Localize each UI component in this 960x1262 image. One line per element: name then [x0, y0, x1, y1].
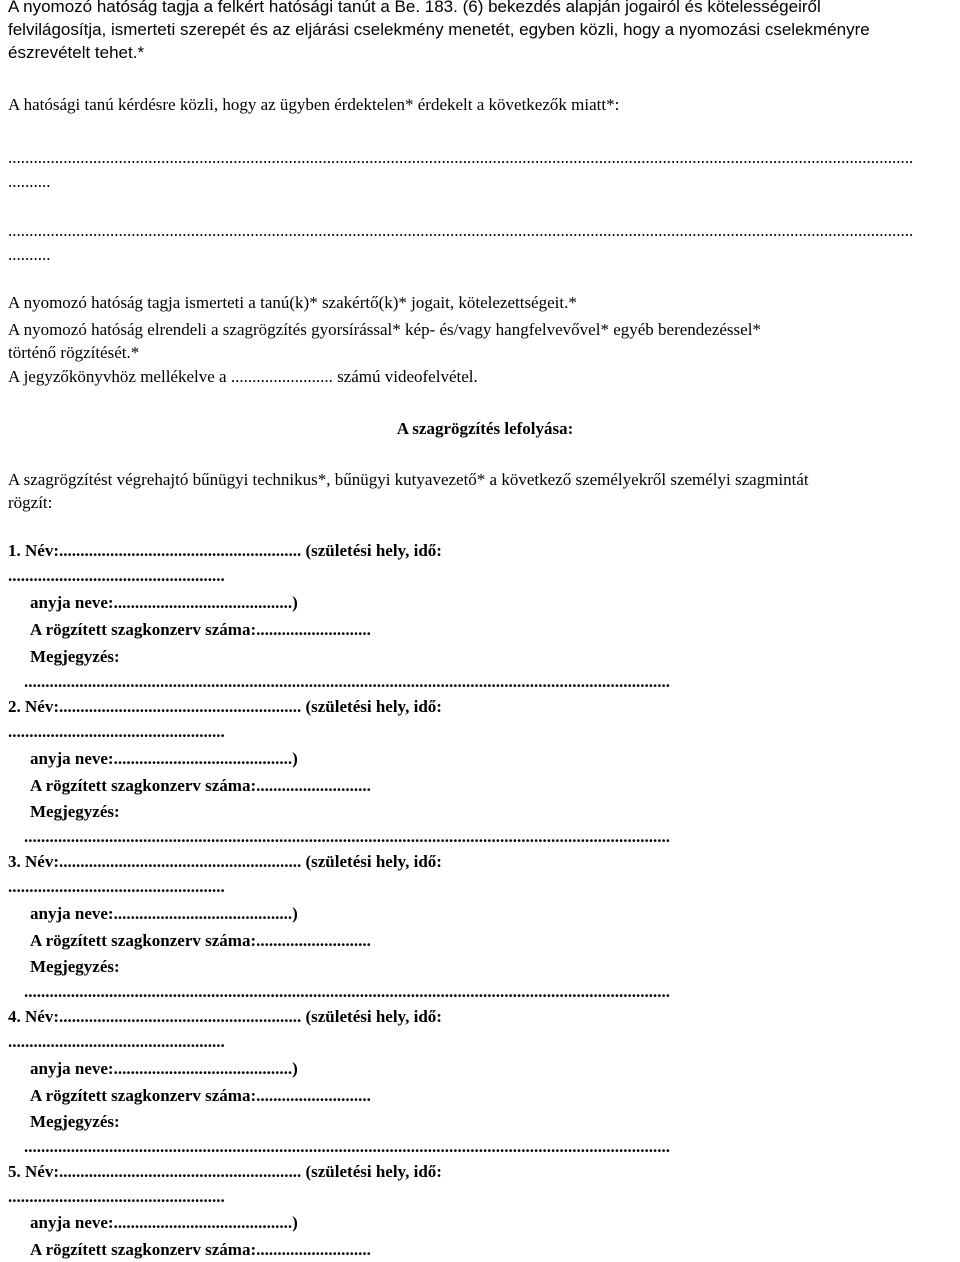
- person-name-line: 3. Név:......................................................... (születési hely, idő:: [8, 852, 442, 871]
- person-name-line: 4. Név:......................................................... (születési hely, idő:: [8, 1007, 442, 1026]
- attachment-statement: A jegyzőkönyvhöz mellékelve a ........................ számú videofelvétel.: [8, 367, 478, 386]
- dotted-line: ........................................................................................................................................................: [24, 827, 670, 846]
- recording-statement-line-2: történő rögzítését.*: [8, 343, 140, 362]
- dotted-line: ...................................................: [8, 566, 225, 585]
- note-label: Megjegyzés:: [30, 802, 120, 821]
- dotted-line: ........................................................................................................................................................: [24, 982, 670, 1001]
- note-label: Megjegyzés:: [30, 647, 120, 666]
- mother-name-line: anyja neve:..........................................): [30, 1059, 298, 1078]
- sample-number-line: A rögzített szagkonzerv száma:...........................: [30, 1086, 371, 1105]
- dotted-line: ...................................................: [8, 722, 225, 741]
- sample-number-line: A rögzített szagkonzerv száma:...........................: [30, 1240, 371, 1259]
- mother-name-line: anyja neve:..........................................): [30, 904, 298, 923]
- dotted-line: .....................................................................................................................................................................................................................: [8, 148, 914, 167]
- mother-name-line: anyja neve:..........................................): [30, 593, 298, 612]
- person-name-line: 1. Név:......................................................... (születési hely, idő:: [8, 541, 442, 560]
- dotted-line: ..........: [8, 172, 51, 191]
- dotted-line: ...................................................: [8, 1032, 225, 1051]
- intro-line-1: A nyomozó hatóság tagja a felkért hatósági tanút a Be. 183. (6) bekezdés alapján jogairól és kötelességeiről: [8, 0, 821, 16]
- section-title: A szagrögzítés lefolyása:: [396, 419, 574, 438]
- dotted-line: ........................................................................................................................................................: [24, 1137, 670, 1156]
- section-description-line-2: rögzít:: [8, 493, 53, 512]
- recording-statement-line-1: A nyomozó hatóság elrendeli a szagrögzítés gyorsírással* kép- és/vagy hangfelvevővel* egyéb berendezéssel*: [8, 320, 761, 339]
- sample-number-line: A rögzített szagkonzerv száma:...........................: [30, 776, 371, 795]
- sample-number-line: A rögzített szagkonzerv száma:...........................: [30, 620, 371, 639]
- dotted-line: ........................................................................................................................................................: [24, 672, 670, 691]
- rights-statement: A nyomozó hatóság tagja ismerteti a tanú(k)* szakértő(k)* jogait, kötelezettségeit.*: [8, 293, 577, 312]
- sample-number-line: A rögzített szagkonzerv száma:...........................: [30, 931, 371, 950]
- intro-line-2: felvilágosítja, ismerteti szerepét és az eljárási cselekmény menetét, egyben közli, hogy a nyomozási cselekményre: [8, 20, 870, 39]
- dotted-line: ...................................................: [8, 1187, 225, 1206]
- dotted-line: .....................................................................................................................................................................................................................: [8, 221, 914, 240]
- note-label: Megjegyzés:: [30, 1112, 120, 1131]
- dotted-line: ...................................................: [8, 877, 225, 896]
- mother-name-line: anyja neve:..........................................): [30, 749, 298, 768]
- person-name-line: 5. Név:......................................................... (születési hely, idő:: [8, 1162, 442, 1181]
- mother-name-line: anyja neve:..........................................): [30, 1213, 298, 1232]
- intro-line-3: észrevételt tehet.*: [8, 43, 145, 62]
- witness-question: A hatósági tanú kérdésre közli, hogy az ügyben érdektelen* érdekelt a következők miatt*:: [8, 95, 620, 114]
- note-label: Megjegyzés:: [30, 957, 120, 976]
- section-description-line-1: A szagrögzítést végrehajtó bűnügyi technikus*, bűnügyi kutyavezető* a következő személyekről személyi szagmintát: [8, 470, 809, 489]
- dotted-line: ..........: [8, 245, 51, 264]
- person-name-line: 2. Név:......................................................... (születési hely, idő:: [8, 697, 442, 716]
